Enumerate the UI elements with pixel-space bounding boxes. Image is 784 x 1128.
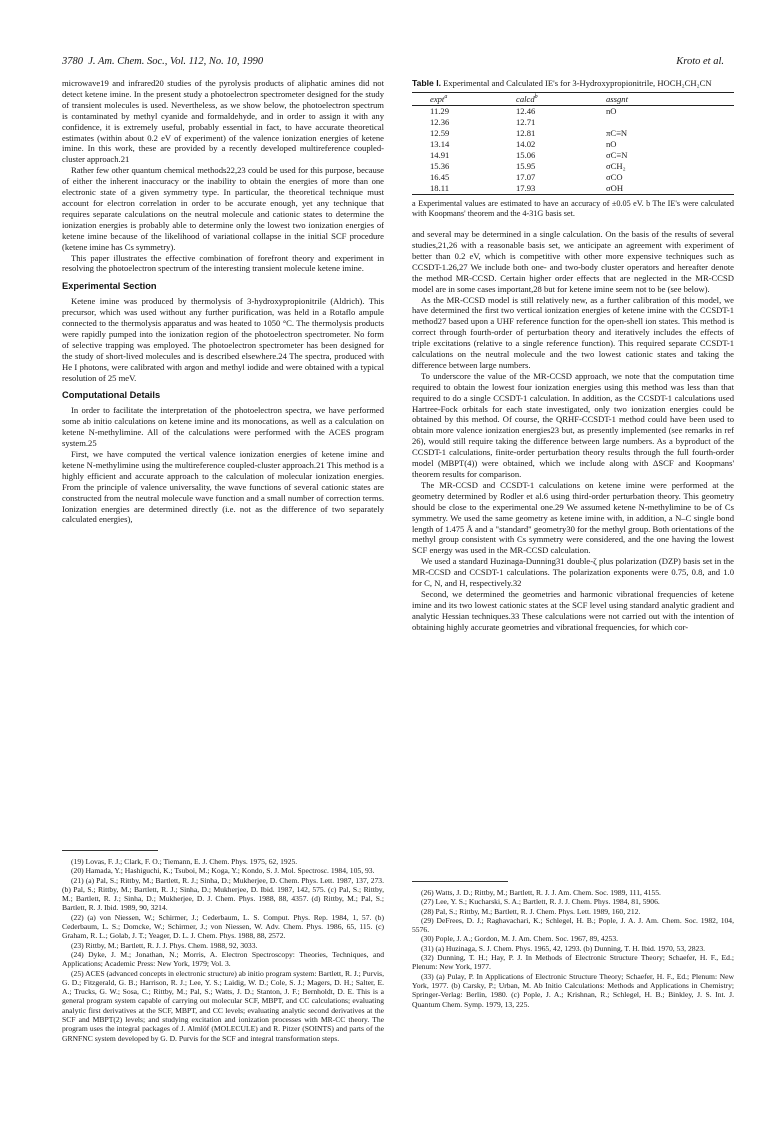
paragraph: Second, we determined the geometries and harmonic vibrational frequencies of ketene imine and its two lowest cationic states at the SCF level using standard analytic gradient and analytic Hessian techniques.33 These calculations were not carried out with the intention of obtaining highly accurate geometries and vibrational frequencies, for which cor-: [412, 588, 734, 632]
cell-assgnt: nO: [606, 139, 617, 150]
table-row: [412, 183, 734, 194]
table-footnote: a Experimental values are estimated to have an accuracy of ±0.05 eV. b The IE's were calculated with Koopmans' theorem and the 4-31G basis set.: [412, 198, 734, 218]
table-row: [412, 128, 734, 139]
table-row: [412, 150, 734, 161]
reference: (21) (a) Pal, S.; Rittby, M.; Bartlett, R. J.; Sinha, D.; Mukherjee, D. Chem. Phys. Lett. 1987, 137, 273. (b) Pal, S.; Rittby, M.; Bartlett, R. J.; Sinha, D.; Mukherjee, D. Ibid. 1987, 142, 575. (c) Pal, S.; Rittby, M.; Bartlett, R. J.; Sinha, D.; Mukherjee, D. J. Chem. Phys. 1988, 88, 4357. (d) Rittby, M.; Pal, S.; Bartlett, R. J. Ibid. 1989, 90, 3214.: [62, 875, 384, 913]
cell-calcd: 15.95: [516, 160, 536, 171]
reference: (25) ACES (advanced concepts in electronic structure) ab initio program system: Bartlett, R. J.; Purvis, G. D.; Fitzgerald, G. B.; Harrison, R. J.; Lee, Y. S.; Laidig, W. D.; Cole, S. J.; Magers, D. H.; Salter, E. A.; Trucks, G. W.; Sosa, C.; Rittby, M.; Pal, S.; Watts, J. D.; Stanton, J. F.; Bernholdt, D. E. This is a general program system capable of carrying out molecular SCF, MBPT, and CC calculations; evaluating analytic first derivatives at the SCF, MBPT, and CC levels; evaluating analytic second derivatives at the SCF and MBPT(2) levels; and studying excitation and ionization processes with MR-CC theory. The program uses the integral packages of J. Almlöf (MOLECULE) and R. Pitzer (SOINTS) and parts of the GRNFNC system developed by G. D. Purvis for the SCF and integral transformation steps.: [62, 968, 384, 1043]
paragraph: First, we have computed the vertical valence ionization energies of ketene imine and ketene N-methylimine using the multireference coupled-cluster approach.21 This method is a highly efficient and accurate approach to the calculation of molecular ionization energies. From the principle of valence universality, the wave functions of several cationic states are constructed from the neutral molecule wave function and a small number of correction terms. Ionization energies are determined directly (i.e. not as the difference of two separately calculated energies),: [62, 449, 384, 525]
cell-assgnt: σCO: [606, 171, 623, 182]
table-caption-text: Experimental and Calculated IE's for 3-Hydroxypropionitrile, HOCH₂CH₂CN: [443, 78, 712, 88]
footnote-rule: [412, 881, 508, 882]
col-header-text: expt: [430, 93, 445, 104]
reference: (29) DeFrees, D. J.; Raghavachari, K.; Schlegel, H. B.; Pople, J. A. J. Am. Chem. Soc. 1982, 104, 5576.: [412, 915, 734, 935]
table-row: [412, 117, 734, 128]
reference: (30) Pople, J. A.; Gordon, M. J. Am. Chem. Soc. 1967, 89, 4253.: [421, 934, 619, 944]
cell-expt: 11.29: [430, 106, 450, 117]
cell-expt: 13.14: [430, 139, 450, 150]
reference: (24) Dyke, J. M.; Jonathan, N.; Morris, A. Electron Spectroscopy: Theories, Techniques, and Applications; Academic Press: New York, 1979; Vol. 3.: [62, 949, 384, 969]
reference: (23) Rittby, M.; Bartlett, R. J. J. Phys. Chem. 1988, 92, 3033.: [71, 940, 258, 950]
cell-expt: 16.45: [430, 171, 450, 182]
cell-expt: 12.36: [430, 117, 450, 128]
paragraph: Rather few other quantum chemical methods22,23 could be used for this purpose, because of either the inherent inaccuracy or the inability to obtain the energies of more than one electronic state of a given symmetry type. In particular, the theoretical technique must account for electron correlation in order to be accurate enough, yet any technique that requires separate calculations on the neutral molecule and cationic states to determine the ionization energies is probably able to determine only the lowest two ionization energies of ketene imine because of the likelihood of variational collapse in the initial SCF procedure (ketene imine has Cs symmetry).: [62, 165, 384, 252]
table-row: [412, 172, 734, 183]
paragraph: We used a standard Huzinaga-Dunning31 double-ζ plus polarization (DZP) basis set in the MR-CCSD and CCSDT-1 calculations. The polarization exponents were 0.75, 0.8, and 1.0 for C, N, and H, respectively.32: [412, 556, 734, 589]
cell-assgnt: σCH₂: [606, 160, 626, 171]
paragraph: and several may be determined in a single calculation. On the basis of the results of several studies,21,26 with a reasonable basis set, we anticipate an agreement with experiment of better than 0.2 eV, which is competitive with other more expensive techniques such as CCSDT-1.26,27 We include both one- and two-body cluster operators and hereafter denote the method MR-CCSD. Certain higher order effects that are neglected in the MR-CCSD model are in some cases important,28 but for ketene imine seem not to be (see below).: [412, 229, 734, 294]
page-number: 3780: [62, 56, 83, 67]
references-left: [62, 850, 384, 1043]
table-row: [412, 161, 734, 172]
section-heading-computational: Computational Details: [62, 390, 161, 401]
table-header-row: [412, 92, 734, 106]
cell-expt: 14.91: [430, 150, 450, 161]
header-journal: [62, 56, 263, 67]
table-label: Table I.: [412, 78, 441, 88]
reference: (22) (a) von Niessen, W.; Schirmer, J.; Cederbaum, L. S. Comput. Phys. Rep. 1984, 1, 57. (b) Cederbaum, L. S.; Domcke, W.; Schirmer, J.; von Niessen, W. Adv. Chem. Phys. 1986, 65, 115. (c) Graham, R. L.; Golab, J. T.; Yeager, D. L. J. Chem. Phys. 1988, 88, 2572.: [62, 912, 384, 941]
paragraph: Ketene imine was produced by thermolysis of 3-hydroxypropionitrile (Aldrich). This precursor, which was used without any further purification, was held in a Rotaflo ampule connected to the thermolysis apparatus and was heated to 1050 °C. The thermolysis products were rapidly pumped into the ionization region of the photoelectron spectrometer. No form of selective trapping was employed. The photoelectron spectrometer has been designed for the study of short-lived molecules and is described elsewhere.24 The spectra, produced with He I photons, were calibrated with argon and methyl iodide and were obtained with a typical resolution of 25 meV.: [62, 296, 384, 383]
cell-assgnt: nO: [606, 106, 617, 117]
left-column: [62, 78, 384, 525]
running-header: [62, 56, 724, 70]
cell-calcd: 17.93: [516, 182, 536, 193]
cell-assgnt: σOH: [606, 182, 624, 193]
reference: (32) Dunning, T. H.; Hay, P. J. In Methods of Electronic Structure Theory; Schaefer, H. F., Ed.; Plenum: New York, 1977.: [412, 953, 734, 972]
ie-table: [412, 92, 734, 195]
journal-citation: J. Am. Chem. Soc., Vol. 112, No. 10, 1990: [88, 56, 264, 67]
section-heading-experimental: Experimental Section: [62, 281, 157, 292]
reference: (26) Watts, J. D.; Rittby, M.; Bartlett, R. J. J. Am. Chem. Soc. 1989, 111, 4155.: [421, 888, 661, 897]
paragraph: This paper illustrates the effective combination of forefront theory and experiment in resolving the photoelectron spectrum of the interesting transient molecule ketene imine.: [62, 252, 384, 274]
cell-calcd: 15.06: [516, 150, 536, 161]
reference: (20) Hamada, Y.; Hashiguchi, K.; Tsuboi, M.; Koga, Y.; Kondo, S. J. Mol. Spectrosc. 1984, 105, 93.: [71, 866, 375, 876]
cell-assgnt: [606, 117, 734, 128]
col-header-calcd: [516, 92, 606, 106]
cell-calcd: 12.81: [516, 128, 536, 139]
reference: (31) (a) Huzinaga, S. J. Chem. Phys. 1965, 42, 1293. (b) Dunning, T. H. Ibid. 1970, 53, 2823.: [421, 943, 706, 953]
paragraph: To underscore the value of the MR-CCSD approach, we note that the computation time required to obtain the lowest four ionization energies using this method was less than that required to do a single CCSDT-1 calculation. In addition, as the CCSDT-1 calculations used Hartree-Fock orbitals for each state investigated, only two ionization energies could be obtained by this method. Of course, the QRHF-CCSDT-1 method could have been used to obtain more valence ionization energies23 but, as presently implemented (see remarks in ref 26), would still require taking the difference between large numbers. As a byproduct of the CCSDT-1 calculations, finite-order perturbation theory results through the full fourth-order model (MBPT(4)) were obtained, which we include along with ΔSCF and Koopmans' theorem results for comparison.: [412, 370, 734, 479]
cell-calcd: 12.71: [516, 117, 536, 128]
col-header-assgnt: assgnt: [606, 93, 628, 104]
reference: (33) (a) Pulay, P. In Applications of Electronic Structure Theory; Schaefer, H. F., Ed.; Plenum: New York, 1977. (b) Carsky, P.; Urban, M. Ab Initio Calculations: Methods and Applications in Chemistry; Springer-Verlag: Berlin, 1980. (c) Pople, J. A.; Krishnan, R.; Schlegel, H. B.; Binkley, J. S. Int. J. Quantum Chem. Symp. 1979, 13, 225.: [412, 971, 734, 1009]
cell-expt: 12.59: [430, 128, 450, 139]
cell-expt: 15.36: [430, 160, 450, 171]
reference: (27) Lee, Y. S.; Kucharski, S. A.; Bartlett, R. J. J. Chem. Phys. 1984, 81, 5906.: [421, 897, 660, 907]
table-caption: [412, 78, 734, 89]
cell-assgnt: σC≡N: [606, 150, 628, 161]
paragraph: In order to facilitate the interpretation of the photoelectron spectra, we have performed some ab initio calculations on ketene imine and its monocations, as well as a calculation on ketene N-methylimine. All of the calculations were performed with the ACES program system.25: [62, 405, 384, 449]
header-authors: Kroto et al.: [676, 56, 724, 67]
cell-assgnt: πC≡N: [606, 128, 628, 139]
cell-calcd: 17.07: [516, 171, 536, 182]
cell-expt: 18.11: [430, 182, 450, 193]
paragraph: As the MR-CCSD model is still relatively new, as a further calibration of this model, we have determined the first two vertical ionization energies of ketene imine with the CCSDT-1 method27 based upon a UHF reference function for the open-shell ion states. This method is correct through fourth-order of perturbation theory and iteratively includes the effects of triple excitations (relative to a single reference function). This required separate CCSDT-1 calculations on the neutral molecule and the two lowest cationic states and taking the difference between large numbers.: [412, 294, 734, 370]
footnote-rule: [62, 850, 158, 851]
footnote-mark: a: [444, 93, 448, 100]
reference: (28) Pal, S.; Rittby, M.; Bartlett, R. J. Chem. Phys. Lett. 1989, 160, 212.: [421, 906, 641, 916]
col-header-expt: [412, 92, 516, 106]
paragraph: microwave19 and infrared20 studies of the pyrolysis products of aliphatic amines did not detect ketene imine. In the present study a photoelectron spectrometer designed for the study of transient molecules is used. Nevertheless, as we show below, the photoelectron spectrum is contaminated by methyl cyanide and formaldehyde, and in order to assign it with any confidence, it is extremely useful, probably essential in fact, to have accurate theoretical estimates (within about 0.2 eV of experiment) of the valence ionization energies of ketene imine. In this work, these are provided by a recently developed multireference coupled-cluster approach.21: [62, 78, 384, 165]
reference: (19) Lovas, F. J.; Clark, F. O.; Tiemann, E. J. Chem. Phys. 1975, 62, 1925.: [71, 857, 298, 866]
col-header-text: calcd: [516, 93, 535, 104]
table-row: [412, 106, 734, 117]
footnote-mark: b: [534, 93, 538, 100]
cell-calcd: 12.46: [516, 106, 536, 117]
references-right: [412, 881, 734, 1009]
cell-calcd: 14.02: [516, 139, 536, 150]
table-row: [412, 139, 734, 150]
right-column: [412, 78, 734, 633]
paragraph: The MR-CCSD and CCSDT-1 calculations on ketene imine were performed at the geometry determined by Rodler et al.6 using third-order perturbation theory. This geometry should be close to the experimental one.29 We assumed ketene N-methylimine to be of Cs symmetry. We used the same geometry as ketene imine with, in addition, a N–C single bond length of 1.475 Å and a "standard" geometry30 for the methyl group. Both orientations of the methyl group consistent with Cs symmetry were considered, and the one having the lowest SCF energy was used in the MR-CCSD calculation.: [412, 479, 734, 556]
